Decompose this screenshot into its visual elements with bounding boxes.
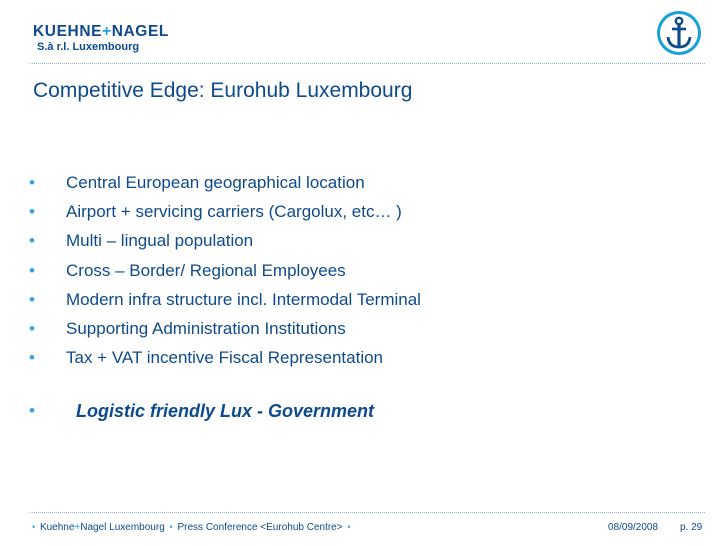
company-logo <box>33 23 169 54</box>
bullet-dot: • <box>29 290 35 309</box>
slide-title: Competitive Edge: Eurohub Luxembourg <box>33 79 413 102</box>
bullet-dot: • <box>29 202 35 221</box>
bullet-text: Multi – lingual population <box>66 231 254 250</box>
footer-date: 08/09/2008 <box>608 522 659 533</box>
bullet-text: Central European geographical location <box>66 173 365 192</box>
footer-company-left: Kuehne <box>39 522 75 533</box>
footer-separator: • <box>169 522 173 532</box>
bullet-text: Supporting Administration Institutions <box>66 319 346 338</box>
bullet-dot: • <box>29 231 35 250</box>
bullet-dot: • <box>29 319 35 338</box>
footer-separator: • <box>32 522 36 532</box>
bullet-text: Modern infra structure incl. Intermodal Terminal <box>66 290 421 309</box>
footer <box>30 522 705 536</box>
bullet-text: Cross – Border/ Regional Employees <box>66 261 346 280</box>
footer-company-right: Nagel Luxembourg <box>80 522 165 533</box>
header-divider <box>30 63 705 64</box>
logo-plus: + <box>102 23 112 40</box>
bullet-dot: • <box>29 348 35 367</box>
bullet-text: Airport + servicing carriers (Cargolux, etc… ) <box>66 202 402 221</box>
logo-wordmark <box>33 23 169 41</box>
footer-company-plus: + <box>74 522 81 533</box>
bullet-dot: • <box>29 401 35 420</box>
footer-divider <box>30 512 705 513</box>
logo-part-left: KUEHNE <box>33 23 103 40</box>
bullet-text: Tax + VAT incentive Fiscal Representation <box>66 348 384 367</box>
logo-part-right: NAGEL <box>111 23 169 40</box>
anchor-icon <box>656 10 702 56</box>
bullet-dot: • <box>29 173 35 192</box>
bullet-dot: • <box>29 261 35 280</box>
footer-left <box>30 522 353 533</box>
logo-subtitle: S.à r.l. Luxembourg <box>37 41 140 53</box>
footer-event: Press Conference <Eurohub Centre> <box>177 522 343 533</box>
footer-separator: • <box>347 522 351 532</box>
highlight-text: Logistic friendly Lux - Government <box>76 401 375 421</box>
footer-page-number: p. 29 <box>680 522 703 533</box>
